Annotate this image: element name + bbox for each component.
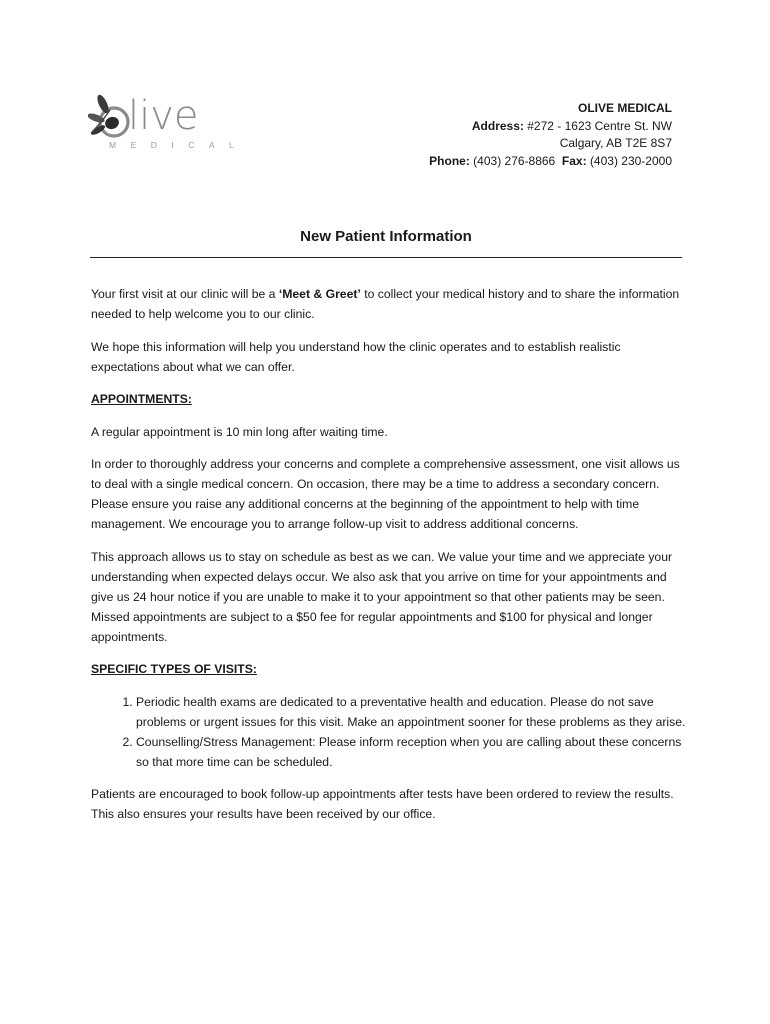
fax-label: Fax: (561, 153, 587, 168)
clinic-name: OLIVE MEDICAL (577, 101, 672, 115)
visit-types-heading: SPECIFIC TYPES OF VISITS: (91, 662, 257, 676)
closing-paragraph: Patients are encouraged to book follow-up appointments after tests have been ordered to review the results. This also ensures your results have been received by our office. (91, 787, 674, 821)
address-label: Address: (471, 118, 524, 133)
olive-branch-icon (88, 92, 132, 144)
address-line-2: Calgary, AB T2E 8S7 (559, 136, 672, 150)
title-divider (90, 257, 682, 258)
list-item: 2. Counselling/Stress Management: Please inform reception when you are calling about these concerns so that more time can be scheduled. (136, 732, 691, 772)
appointments-paragraph-3: This approach allows us to stay on schedule as best as we can. We value your time and we appreciate your understanding when expected delays occur. We also ask that you arrive on time for your appointments and give us 24 hour notice if you are unable to make it to your appointment so that other patients may be seen. Missed appointments are subject to a $50 fee for regular appointments and $100 for physical and longer appointments. (91, 549, 673, 644)
meet-greet-emphasis: ‘Meet & Greet’ (278, 287, 361, 301)
phone-number: (403) 276-8866 (473, 153, 556, 168)
appointments-paragraph-2: In order to thoroughly address your concerns and complete a comprehensive assessment, one visit allows us to deal with a single medical concern. On occasion, there may be a time to address a secondary concern. Please ensure you raise any additional concerns at the beginning of the appointment to help with time management. We encourage you to arrange follow-up visit to address additional concerns. (91, 457, 680, 531)
intro-paragraph-1: Your first visit at our clinic will be a ‘Meet & Greet’ to collect your medical history and to share the information needed to help welcome you to our clinic. (91, 287, 680, 321)
document-body (91, 284, 691, 837)
phone-label: Phone: (429, 153, 470, 168)
olive-medical-logo (88, 92, 249, 154)
fax-number: (403) 230-2000 (589, 153, 672, 168)
page-title: New Patient Information (300, 228, 472, 245)
clinic-contact-block (429, 100, 672, 170)
intro-paragraph-2: We hope this information will help you understand how the clinic operates and to establish realistic expectations about what we can offer. (91, 339, 621, 374)
appointments-heading: APPOINTMENTS: (91, 392, 192, 406)
logo-word: live (128, 93, 199, 139)
logo-subtitle: MEDICAL (109, 140, 249, 150)
appointments-paragraph-1: A regular appointment is 10 min long after waiting time. (91, 424, 388, 439)
list-item: 1. Periodic health exams are dedicated to a preventative health and education. Please do not save problems or urgent issues for this visit. Make an appointment sooner for these problems as they arise. (136, 692, 691, 732)
visit-types-list (91, 692, 691, 772)
address-line-1: #272 - 1623 Centre St. NW (527, 118, 672, 133)
